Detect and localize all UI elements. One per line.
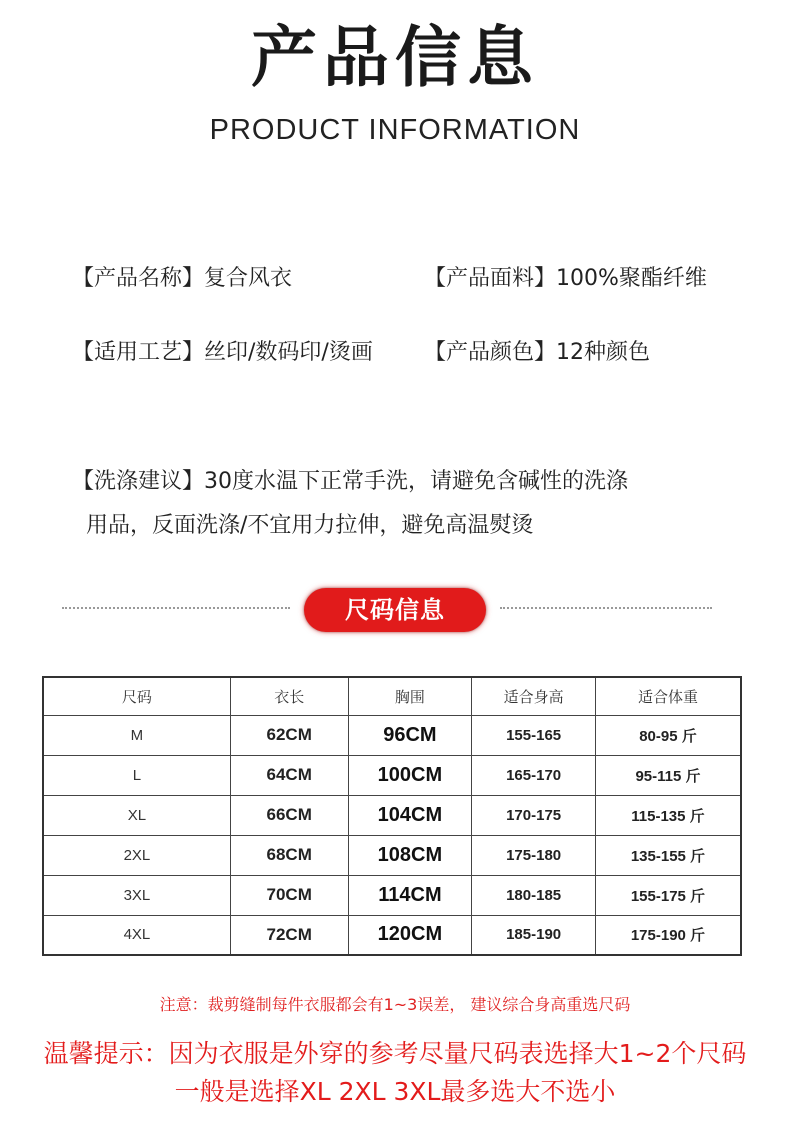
- warm-tip-line-2: 一般是选择XL 2XL 3XL最多选大不选小: [174, 1077, 616, 1106]
- cell-height: 180-185: [472, 875, 596, 915]
- cell-length: 66CM: [230, 795, 348, 835]
- table-row: [43, 715, 741, 755]
- size-table-header-row: [43, 677, 741, 715]
- table-row: [43, 835, 741, 875]
- divider-right: [500, 607, 712, 609]
- cell-size: L: [43, 755, 230, 795]
- cell-size: 4XL: [43, 915, 230, 955]
- cell-weight: 80-95 斤: [595, 715, 741, 755]
- cell-height: 155-165: [472, 715, 596, 755]
- table-row: [43, 755, 741, 795]
- info-product-name: 【产品名称】复合风衣: [72, 266, 293, 291]
- cell-weight: 175-190 斤: [595, 915, 741, 955]
- cell-size: 3XL: [43, 875, 230, 915]
- info-product-fabric: 【产品面料】100%聚酯纤维: [424, 266, 707, 291]
- cell-weight: 115-135 斤: [595, 795, 741, 835]
- cell-chest: 96CM: [348, 715, 472, 755]
- cell-size: XL: [43, 795, 230, 835]
- table-row: [43, 795, 741, 835]
- cell-chest: 120CM: [348, 915, 472, 955]
- wash-advice-line-2: 用品，反面洗涤/不宜用力拉伸，避免高温熨烫: [86, 513, 534, 538]
- cell-size: M: [43, 715, 230, 755]
- cell-height: 170-175: [472, 795, 596, 835]
- header-weight: 适合体重: [595, 677, 741, 715]
- sizing-note: 注意：裁剪缝制每件衣服都会有1~3误差， 建议综合身高重选尺码: [159, 995, 631, 1014]
- cell-height: 175-180: [472, 835, 596, 875]
- size-info-badge: 尺码信息: [304, 588, 486, 632]
- cell-chest: 108CM: [348, 835, 472, 875]
- warm-tip-line-1: 温馨提示：因为衣服是外穿的参考尽量尺码表选择大1~2个尺码: [43, 1039, 747, 1068]
- cell-size: 2XL: [43, 835, 230, 875]
- cell-length: 64CM: [230, 755, 348, 795]
- wash-advice-line-1: 【洗涤建议】30度水温下正常手洗，请避免含碱性的洗涤: [72, 469, 628, 494]
- cell-length: 72CM: [230, 915, 348, 955]
- header-height: 适合身高: [472, 677, 596, 715]
- divider-left: [62, 607, 290, 609]
- cell-chest: 104CM: [348, 795, 472, 835]
- info-product-colors: 【产品颜色】12种颜色: [424, 340, 650, 365]
- table-row: [43, 875, 741, 915]
- wash-advice: [72, 460, 732, 548]
- cell-chest: 114CM: [348, 875, 472, 915]
- page-subtitle: PRODUCT INFORMATION: [209, 114, 581, 146]
- cell-chest: 100CM: [348, 755, 472, 795]
- cell-height: 165-170: [472, 755, 596, 795]
- header-chest: 胸围: [348, 677, 472, 715]
- cell-length: 70CM: [230, 875, 348, 915]
- header-size: 尺码: [43, 677, 230, 715]
- cell-length: 62CM: [230, 715, 348, 755]
- cell-weight: 95-115 斤: [595, 755, 741, 795]
- cell-weight: 135-155 斤: [595, 835, 741, 875]
- info-product-craft: 【适用工艺】丝印/数码印/烫画: [72, 340, 373, 365]
- page-title: 产品信息: [251, 19, 539, 96]
- cell-height: 185-190: [472, 915, 596, 955]
- table-row: [43, 915, 741, 955]
- cell-length: 68CM: [230, 835, 348, 875]
- size-table: [42, 676, 742, 956]
- header-length: 衣长: [230, 677, 348, 715]
- cell-weight: 155-175 斤: [595, 875, 741, 915]
